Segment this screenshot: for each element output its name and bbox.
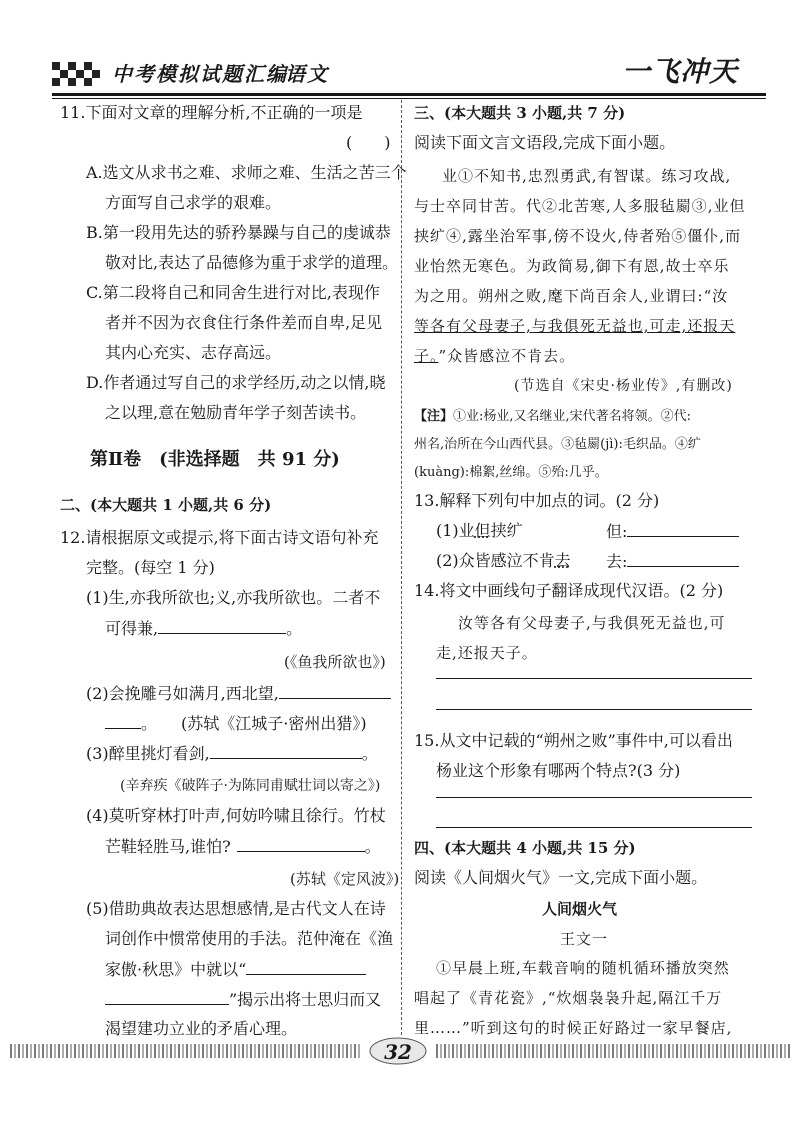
q14-stem: 14.将文中画线句子翻译成现代汉语。(2 分) [414, 581, 724, 600]
q11-option-d-cont: 之以理,意在勉励青年学子刻苦读书。 [105, 403, 367, 422]
q12-item-1-end: 。 [286, 619, 303, 638]
fill-blank[interactable] [210, 743, 362, 759]
q12-item-2: (2)会挽雕弓如满月,西北望, [86, 684, 279, 703]
q11-option-b-cont: 敬对比,表达了品德修为重于求学的道理。 [105, 253, 399, 272]
answer-line[interactable] [436, 797, 752, 798]
q13-answer-label: 去: [606, 552, 628, 571]
q12-item-3-end: 。 [361, 744, 378, 763]
q13-answer-2 [606, 551, 739, 572]
q11-option-c-cont2: 其内心充实、志存高远。 [105, 343, 282, 362]
q13-answer-1 [606, 521, 739, 542]
q12-item-4: (4)莫听穿林打叶声,何妨吟啸且徐行。竹杖 [86, 806, 386, 825]
subject-label: 语文 [285, 62, 329, 86]
fill-blank[interactable] [105, 989, 229, 1005]
q11-option-c-cont: 者并不因为衣食住行条件差而自卑,足见 [105, 313, 383, 332]
passage-line: 与士卒同甘苦。代②北苦寒,人多服毡罽③,业但 [414, 197, 746, 215]
passage-line-7 [414, 346, 575, 366]
article-paragraph-line: 唱起了《青花瓷》,“炊烟袅袅升起,隔江千万 [414, 989, 723, 1007]
article-author: 王文一 [560, 930, 609, 948]
q11-option-b: B.第一段用先达的骄矜暴躁与自己的虔诚恭 [86, 223, 391, 242]
q15-stem-cont: 杨业这个形象有哪两个特点?(3 分) [436, 761, 681, 780]
notes-line-3: (kuàng):棉絮,丝绵。⑤殆:几乎。 [414, 465, 608, 480]
q13-answer-label: 但: [606, 522, 628, 541]
q13-dotted-word: 去 [554, 551, 571, 570]
q13-item-1 [436, 521, 523, 541]
q12-item-1-source: (《鱼我所欲也》) [284, 653, 386, 671]
q12-stem: 12.请根据原文或提示,将下面古诗文语句补充 [60, 528, 379, 547]
fill-blank[interactable] [279, 683, 391, 699]
q12-item-4-source: (苏轼《定风波》) [290, 870, 400, 888]
q12-item-1: (1)生,亦我所欲也;义,亦我所欲也。二者不 [86, 588, 381, 607]
q12-item-2-line [86, 683, 391, 704]
q13-item-2-text: (2)众皆感泣不肯 [436, 551, 555, 570]
volume-2-title: 第Ⅱ卷 (非选择题 共 91 分) [90, 449, 340, 470]
q14-sentence: 汝等各有父母妻子,与我俱死无益也,可 [458, 614, 726, 632]
q12-stem-cont: 完整。(每空 1 分) [86, 558, 215, 577]
answer-blank[interactable] [627, 521, 739, 537]
q13-stem: 13.解释下列句中加点的词。(2 分) [414, 491, 660, 510]
q14-sentence-cont: 走,还报天子。 [436, 644, 538, 662]
footer-pattern-right [436, 1044, 790, 1058]
footer-pattern-left [10, 1044, 362, 1058]
notes-line-1 [414, 407, 691, 427]
q12-item-5-cont4: 渴望建功立业的矛盾心理。 [105, 1019, 298, 1038]
section-4-header: 四、(本大题共 4 小题,共 15 分) [414, 839, 636, 857]
checker-logo-icon [52, 62, 100, 92]
passage-underlined-line: 等各有父母妻子,与我俱死无益也,可走,还报天 [414, 317, 736, 335]
q12-item-1-text: 可得兼, [105, 619, 159, 638]
q12-item-5-line4 [105, 989, 381, 1010]
answer-line[interactable] [436, 678, 752, 679]
q15-stem: 15.从文中记载的“朔州之败”事件中,可以看出 [414, 731, 733, 750]
page-number-badge [368, 1036, 428, 1066]
page-footer [0, 1030, 800, 1080]
slogan-logo: 一飞冲天 [622, 55, 739, 88]
article-title: 人间烟火气 [542, 900, 618, 918]
header-rule-thin [52, 98, 766, 99]
q12-item-4-end: 。 [364, 837, 381, 856]
q12-item-2-source: 。 (苏轼《江城子·密州出猎》) [141, 714, 367, 733]
q12-item-5-cont2: 家傲·秋思》中就以“ [105, 960, 247, 979]
fill-blank[interactable] [105, 713, 141, 729]
q12-item-5-cont3: ”揭示出将士思归而又 [229, 990, 382, 1009]
notes-text: ①业:杨业,又名继业,宋代著名将领。②代: [453, 409, 692, 424]
passage-source: (节选自《宋史·杨业传》,有删改) [514, 378, 733, 394]
q12-item-4-cont: 芒鞋轻胜马,谁怕? [105, 837, 231, 856]
fill-blank[interactable] [237, 836, 365, 852]
section-4-intro: 阅读《人间烟火气》一文,完成下面小题。 [414, 868, 708, 887]
section-2-header: 二、(本大题共 1 小题,共 6 分) [60, 496, 272, 514]
notes-line-2: 州名,治所在今山西代县。③毡罽(jì):毛织品。④纩 [414, 437, 701, 452]
passage-line-end: ”众皆感泣不肯去。 [438, 347, 576, 365]
q11-option-c: C.第二段将自己和同舍生进行对比,表现作 [86, 283, 380, 302]
section-3-header: 三、(本大题共 3 小题,共 7 分) [414, 104, 626, 122]
q12-item-1-blank-line [105, 618, 302, 639]
answer-line[interactable] [436, 827, 752, 828]
q11-answer-paren: ( ) [346, 133, 391, 152]
fill-blank[interactable] [246, 959, 366, 975]
notes-label: 【注】 [414, 409, 454, 424]
q12-item-5-line3 [105, 959, 366, 980]
header-rule [52, 93, 766, 96]
article-paragraph-line: 里……”听到这句的时候正好路过一家早餐店, [414, 1019, 733, 1037]
section-3-intro: 阅读下面文言文语段,完成下面小题。 [414, 133, 676, 152]
book-title: 中考模拟试题汇编 [112, 62, 288, 86]
q12-item-5: (5)借助典故表达思想感情,是古代文人在诗 [86, 899, 386, 918]
passage-line: 挟纩④,露坐治军事,傍不设火,侍者殆⑤僵仆,而 [414, 227, 742, 245]
q13-item-2 [436, 551, 571, 571]
page-number: 32 [384, 1040, 412, 1064]
q11-stem: 11.下面对文章的理解分析,不正确的一项是 [60, 103, 363, 122]
q11-option-d: D.作者通过写自己的求学经历,动之以情,晓 [86, 373, 386, 392]
passage-line: 业怡然无寒色。为政简易,御下有恩,故士卒乐 [414, 257, 730, 275]
answer-line[interactable] [436, 709, 752, 710]
q13-item-1-text: (1)业 [436, 521, 475, 540]
page-header [0, 0, 800, 100]
passage-underlined-end: 子。 [414, 347, 439, 365]
q12-item-3-source: (辛弃疾《破阵子·为陈同甫赋壮词以寄之》) [120, 778, 381, 794]
q13-item-1-text-end: 挟纩 [490, 521, 523, 540]
passage-line: 业①不知书,忠烈勇武,有智谋。练习攻战, [442, 167, 732, 185]
q11-option-a-cont: 方面写自己求学的艰难。 [105, 193, 282, 212]
answer-blank[interactable] [627, 551, 739, 567]
article-paragraph-line: ①早晨上班,车载音响的随机循环播放突然 [436, 959, 730, 977]
passage-line: 为之用。朔州之败,麾下尚百余人,业谓曰:“汝 [414, 287, 729, 305]
column-divider [401, 100, 402, 1035]
q12-item-4-line2 [105, 836, 381, 857]
fill-blank[interactable] [158, 618, 286, 634]
q12-item-2-line2 [105, 713, 367, 734]
q12-item-5-cont: 词创作中惯常使用的手法。范仲淹在《渔 [105, 929, 394, 948]
q12-item-3: (3)醉里挑灯看剑, [86, 744, 210, 763]
q11-option-a: A.选文从求书之难、求师之难、生活之苦三个 [86, 163, 407, 182]
q13-dotted-word: 但 [474, 521, 491, 540]
q12-item-3-line [86, 743, 378, 764]
